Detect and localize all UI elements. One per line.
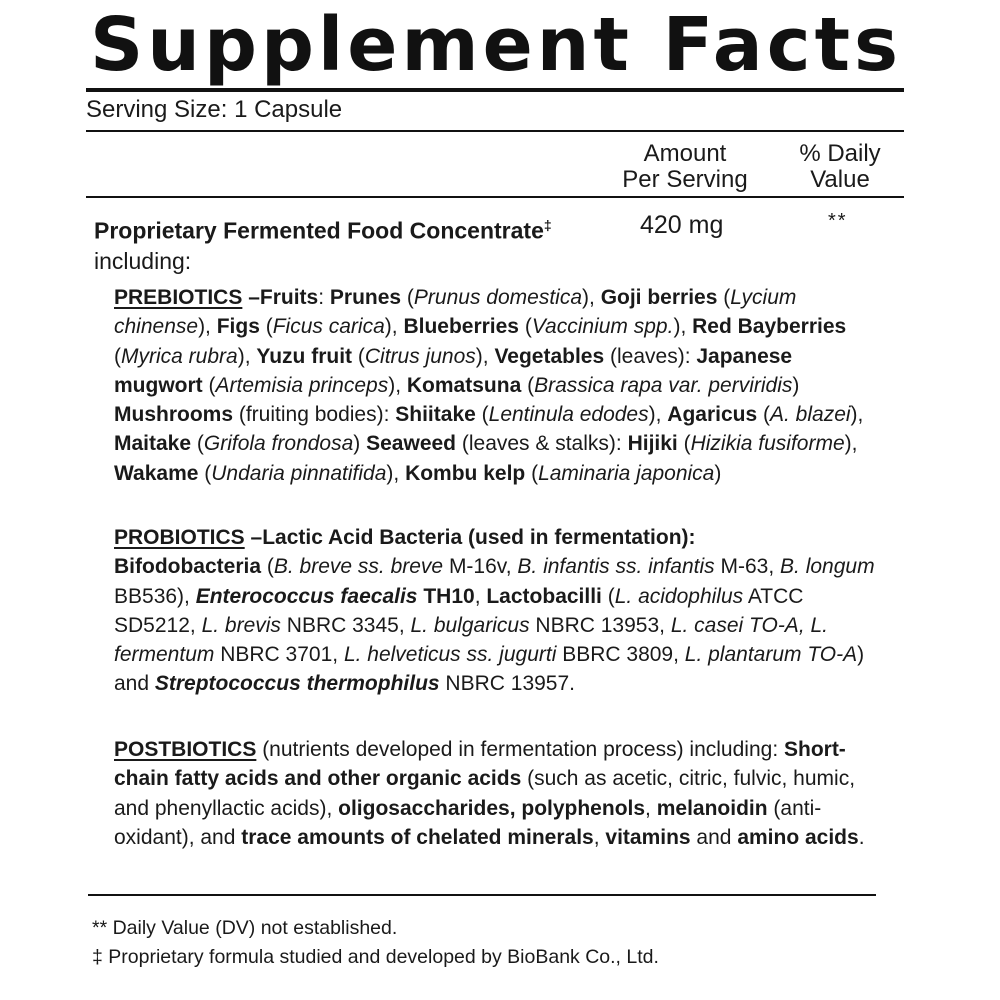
postbiotics-heading: POSTBIOTICS — [114, 738, 257, 761]
text-fragment: ), — [850, 403, 864, 427]
ingredient-term: Agaricus — [667, 403, 758, 427]
species-name: Brassica rapa var. perviridis — [534, 373, 793, 397]
amount-header-line2: Per Serving — [622, 166, 748, 193]
text-fragment: and — [690, 825, 738, 849]
text-fragment: (leaves & stalks): — [456, 432, 628, 456]
species-name: L. casei TO-A, L. fermentum — [114, 613, 828, 667]
species-name: L. brevis — [201, 613, 281, 637]
ingredient-term: oligosaccharides, polyphenols — [338, 796, 646, 820]
text-fragment: BB536), — [114, 584, 196, 608]
ingredient-name-text: Proprietary Fermented Food Concentrate — [94, 217, 544, 244]
text-fragment: NBRC 3345, — [280, 613, 411, 637]
species-name: Vaccinium spp. — [531, 315, 674, 339]
dv-footnote: ** Daily Value (DV) not established. — [92, 917, 398, 939]
dv-column-header — [776, 141, 904, 193]
probiotics-heading: PROBIOTICS — [114, 526, 245, 549]
text-fragment: ( — [717, 286, 731, 309]
text-fragment: ( — [261, 555, 274, 579]
text-fragment: ) and — [114, 643, 865, 696]
species-name: Hizikia fusiforme — [690, 432, 845, 456]
text-fragment: M-16v, — [443, 555, 518, 579]
prebiotics-section — [114, 283, 884, 488]
prebiotics-lead: –Fruits — [242, 286, 319, 309]
species-name: Myrica rubra — [121, 344, 238, 368]
ingredient-dv: ** — [828, 210, 848, 232]
text-fragment: ( — [521, 373, 535, 397]
species-name: Lycium chinense — [114, 286, 797, 339]
species-name: Laminaria japonica — [538, 461, 715, 485]
dv-header-line1: % Daily — [799, 140, 881, 167]
species-name: L. plantarum TO-A — [684, 643, 858, 667]
text-fragment: ), — [198, 315, 217, 339]
proprietary-mark: ‡ — [543, 217, 552, 233]
ingredient-term: Figs — [216, 315, 260, 339]
amount-column-header — [612, 141, 758, 193]
text-fragment: ), — [237, 344, 257, 368]
text-fragment: BBRC 3809, — [556, 643, 685, 667]
ingredient-term: Vegetables — [494, 344, 605, 368]
text-fragment: ( — [191, 432, 204, 456]
title-rule — [86, 88, 904, 92]
ingredient-term: Wakame — [114, 461, 199, 485]
ingredient-term: vitamins — [605, 825, 691, 849]
ingredient-term: Bifodobacteria — [114, 555, 262, 579]
species-name: L. bulgaricus — [410, 613, 530, 637]
ingredient-amount: 420 mg — [640, 211, 724, 239]
text-fragment: (fruiting bodies): — [233, 403, 396, 427]
text-fragment: NBRC 13953, — [529, 613, 671, 637]
text-fragment: ( — [401, 286, 414, 309]
amount-header-line1: Amount — [643, 140, 727, 167]
label-title: Supplement Facts — [90, 2, 903, 88]
probiotics-section — [114, 523, 884, 699]
probiotics-lead: –Lactic Acid Bacteria (used in fermentation): — [244, 526, 696, 549]
species-name: L. acidophilus — [614, 584, 744, 608]
ingredient-term: Short-chain fatty acids and other organic acids — [114, 738, 846, 791]
species-name: B. longum — [780, 555, 875, 579]
text-fragment: , — [645, 796, 657, 820]
species-name: Citrus junos — [364, 344, 476, 368]
ingredient-name — [94, 210, 552, 276]
text-fragment: ( — [519, 315, 532, 339]
text-fragment: ), — [673, 315, 693, 339]
species-name: Artemisia princeps — [215, 373, 389, 397]
text-fragment: (leaves): — [604, 344, 697, 368]
including-text: including: — [94, 247, 192, 274]
ingredient-term: Japanese mugwort — [114, 344, 793, 397]
text-fragment: ) — [353, 432, 367, 456]
text-fragment: ( — [677, 432, 691, 456]
text-fragment: , — [474, 584, 487, 608]
species-name: Ficus carica — [272, 315, 385, 339]
text-fragment: ) — [714, 461, 722, 485]
species-name: B. infantis ss. infantis — [517, 555, 715, 579]
prebiotics-heading: PREBIOTICS — [114, 286, 243, 309]
species-name-bold: Streptococcus thermophilus — [154, 672, 440, 696]
text-fragment: M-63, — [714, 555, 781, 579]
text-fragment: ), — [844, 432, 858, 456]
species-name: Undaria pinnatifida — [211, 461, 387, 485]
species-name-bold: Enterococcus faecalis — [195, 584, 418, 608]
species-name: Lentinula edodes — [488, 403, 649, 427]
ingredient-term: Goji berries — [600, 286, 718, 309]
text-fragment: ( — [259, 315, 273, 339]
text-fragment: ( — [114, 344, 121, 368]
text-fragment: NBRC 3701, — [214, 643, 344, 667]
ingredient-term: Lactobacilli — [486, 584, 602, 608]
text-fragment: . — [858, 825, 865, 849]
ingredient-term: TH10 — [417, 584, 475, 608]
text-fragment: ( — [525, 461, 539, 485]
ingredient-term: Maitake — [114, 432, 192, 456]
text-fragment: , — [593, 825, 606, 849]
ingredient-term: Red Bayberries — [692, 315, 847, 339]
ingredient-term: amino acids — [737, 825, 859, 849]
species-name: A. blazei — [770, 403, 851, 427]
text-fragment: ) — [792, 373, 800, 397]
proprietary-footnote: ‡ Proprietary formula studied and developed by BioBank Co., Ltd. — [92, 946, 659, 968]
text-fragment: ( — [757, 403, 770, 427]
serving-size: Serving Size: 1 Capsule — [86, 96, 343, 123]
text-fragment: ( — [352, 344, 365, 368]
text-fragment: (such as acetic, citric, fulvic, humic, and phenyllactic acids), — [114, 767, 856, 820]
species-name: Prunus domestica — [413, 286, 583, 309]
species-name: B. breve ss. breve — [273, 555, 444, 579]
species-name: Grifola frondosa — [203, 432, 354, 456]
postbiotics-section — [114, 735, 884, 852]
text-fragment: (nutrients developed in fermentation process) including: — [256, 738, 784, 761]
ingredient-term: Shiitake — [395, 403, 476, 427]
ingredient-term: trace amounts of chelated minerals — [241, 825, 594, 849]
ingredient-term: Seaweed — [366, 432, 457, 456]
text-fragment: ( — [202, 373, 216, 397]
ingredient-term: Blueberries — [403, 315, 519, 339]
header-rule — [86, 196, 904, 198]
footer-rule — [88, 894, 876, 896]
text-fragment: ATCC SD5212, — [114, 584, 804, 637]
ingredient-term: Prunes — [329, 286, 402, 309]
ingredient-term: Mushrooms — [114, 403, 234, 427]
text-fragment: ), — [475, 344, 495, 368]
text-fragment: ( — [601, 584, 615, 608]
species-name: L. helveticus ss. jugurti — [343, 643, 557, 667]
text-fragment: ), — [386, 461, 406, 485]
text-fragment: ( — [475, 403, 489, 427]
dv-header-line2: Value — [810, 166, 870, 193]
text-fragment: NBRC 13957. — [439, 672, 575, 696]
serving-rule — [86, 130, 904, 132]
ingredient-term: Kombu kelp — [405, 461, 526, 485]
text-fragment: ( — [198, 461, 212, 485]
text-fragment: ), — [388, 373, 407, 397]
text-fragment: ), — [384, 315, 404, 339]
text-fragment: (anti-oxidant), and — [114, 796, 822, 849]
ingredient-term: melanoidin — [656, 796, 768, 820]
text-fragment: ), — [582, 286, 601, 309]
ingredient-term: Hijiki — [627, 432, 678, 456]
ingredient-term: Komatsuna — [406, 373, 522, 397]
text-fragment: : — [318, 286, 330, 309]
ingredient-term: Yuzu fruit — [256, 344, 353, 368]
text-fragment: ), — [648, 403, 668, 427]
